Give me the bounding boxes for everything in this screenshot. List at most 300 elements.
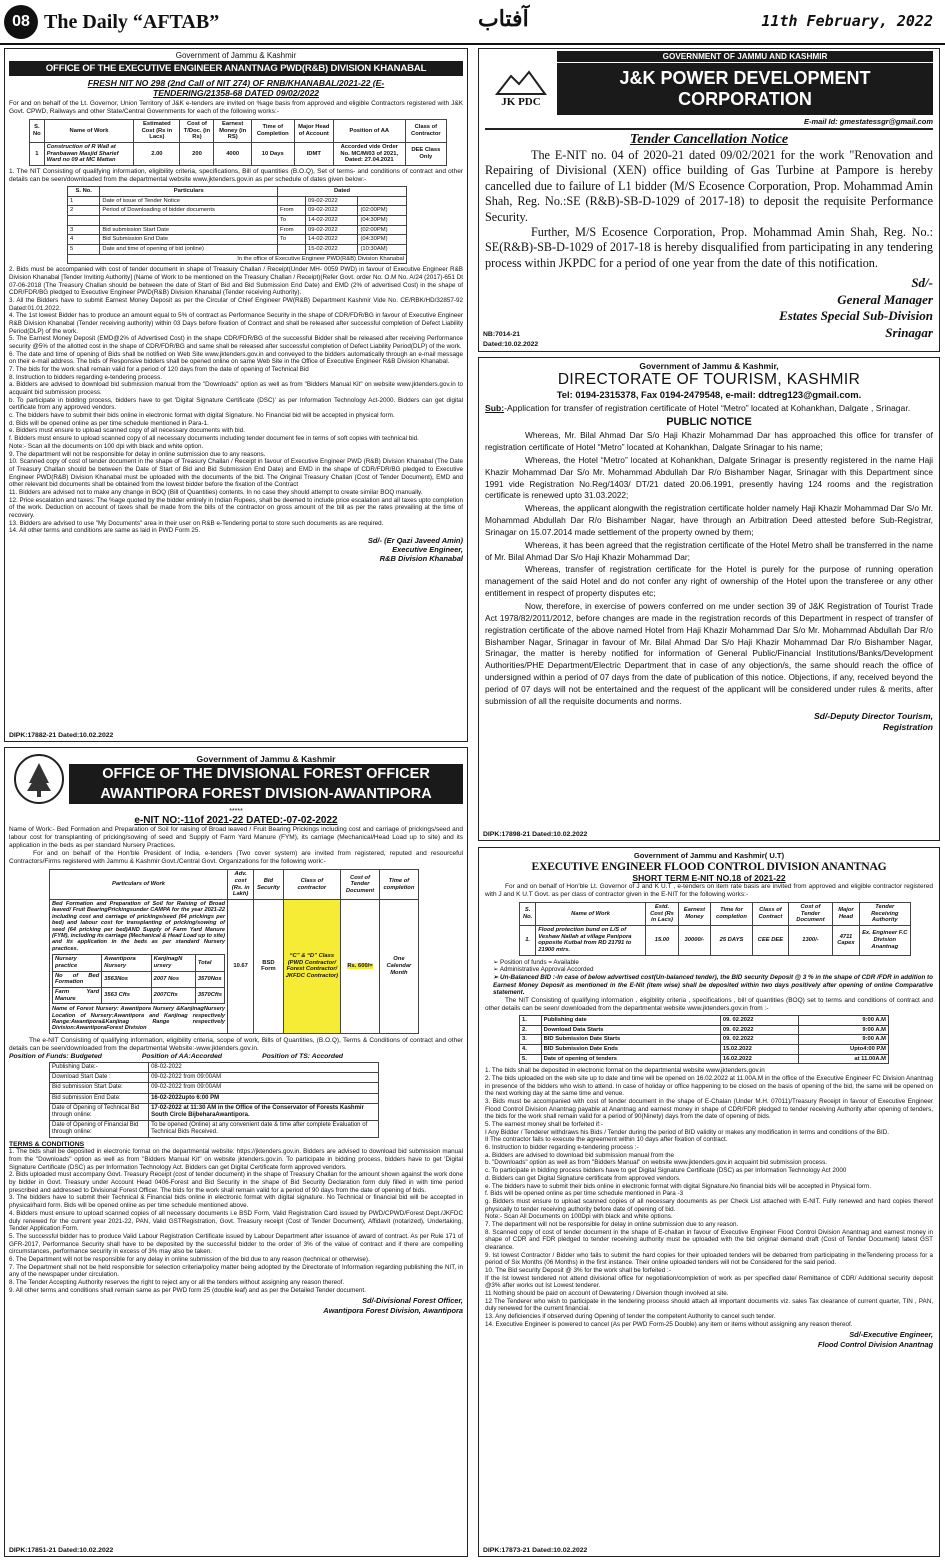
schedule-row (68, 235, 407, 245)
flood-intro: For and on behalf of Hon'ble Lt. Governor of J and K U.T , e-tenders on item rate basis are invited from approved and eligible contractor registered with J and K U.T Govt. as per class of contractor given in the E-NIT for the following works:- (485, 883, 933, 899)
flood-date-cell: 2. (520, 1025, 542, 1035)
tourism-paragraph: Whereas, it has been agreed that the registration certificate of the Hotel Metro shall be transferred in the name of Mr. Bilal Ahmad Dar S/o Haji Khazir Mohammad Dar; (485, 539, 933, 562)
flood-date-row (520, 1045, 889, 1055)
forest-term-item: 5. The successful bidder has to produce Valid Labour Registration Certificate issued by Labour Department after issuance of award of contract. As per Rule 171 of GFR-2017, Performance Security shall have to be deposited by the successful bidder to the order of 3% of the value of contract and if there are compelling circumstances, performance security in excess of 3% may also be taken. (9, 1232, 463, 1256)
forest-date-cell: 08-02-2022 (149, 1062, 379, 1072)
flood-date-cell: Publishing date (541, 1016, 720, 1026)
forest-term-item: 8. The Tender Accepting Authority reserves the right to reject any or all the tenders without assigning any reason thereof. (9, 1278, 345, 1286)
forest-work-name: Name of Work:- Bed Formation and Preparation of Soil for raising of Broad leaved / Fruit Bearing Prickings including cost and carriage of prickings/seed and labour cost for transplanting of pricking/sowing of seed and Supply of Farm Yard Manure (FYM), its carriage (Mechanical/Head Load up to site) and its application in the beds as per standard Nursery Practices. (9, 826, 463, 850)
pwd-works-cell: 2.00 (134, 143, 180, 166)
flood-sign-title: Sd/-Executive Engineer, (849, 1330, 933, 1340)
flood-table-header: Cost of Tender Document (788, 903, 833, 926)
schedule-cell: To (278, 216, 306, 226)
flood-table-header: Class of Contract (753, 903, 788, 926)
pwd-term-item: d. Bids will be opened online as per time schedule mentioned in Para-1. (9, 419, 209, 427)
schedule-row (68, 196, 407, 206)
flood-date-cell: 9:00 A.M (799, 1025, 889, 1035)
flood-table-cell: CEE DEE (753, 926, 788, 956)
tourism-sign-title: Sd/-Deputy Director Tourism, (813, 710, 933, 721)
flood-date-cell: 1. (520, 1016, 542, 1026)
flood-term-item: b. "Downloads" option as well as from "Bidders Manual" on website www.jktenders.gov.in acquaint bid submission process. (485, 1159, 828, 1167)
flood-table-header: Major Head (833, 903, 859, 926)
pwd-works-header: Name of Work (44, 120, 134, 143)
schedule-cell: Date of issue of Tender Notice (100, 196, 278, 206)
schedule-cell: Bid Submission End Date (100, 235, 278, 245)
flood-term-item: 1. The bids shall be deposited in electronic format on the departmental website www.jktenders.gov.in (485, 1067, 765, 1075)
flood-term-item: 9. Ist lowest Contractor / Bidder who fails to submit the hard copies for their uploaded tenders will be debarred from participating in theTendering process for a period of Six Months (06 Months) in the first instance. Their online uploaded tenders will not be Considered for the said period. (485, 1251, 933, 1267)
pwd-works-cell: 10 Days (251, 143, 294, 166)
flood-term-item: Note:- Scan All Documents on 100Dpi with black and white options. (485, 1213, 673, 1221)
flood-date-cell: 09. 02.2022 (720, 1035, 798, 1045)
flood-term-item: 7. The department will not be responsible for delay in online submission due to any reason. (485, 1220, 739, 1228)
forest-date-row (50, 1121, 379, 1138)
tourism-paragraph: Whereas, transfer of registration certificate for the Hotel is purely for the purpose of running operation management of the said Hotel and do not confer any right of ownership of the Hotel upon the transferee or any other entitlement in respect of property disputes etc; (485, 564, 933, 599)
pwd-office-title: OFFICE OF THE EXECUTIVE ENGINEER ANANTNAG PWD(R&B) DIVISION KHANABAL (9, 61, 463, 76)
flood-date-cell: BID Submission Date Ends (541, 1045, 720, 1055)
schedule-cell (358, 196, 407, 206)
forest-funds: Position of Funds: Budgeted (9, 1052, 102, 1060)
forest-name-2: AWANTIPORA FOREST DIVISION-AWANTIPORA (69, 784, 463, 804)
schedule-cell: (02:00PM) (358, 206, 407, 216)
nursery-header: Nursery practice (53, 955, 102, 971)
forest-class: “C” & “D” Class (PWD Contractor/ Forest Contractor/ JKFDC Contractor) (283, 899, 341, 1033)
forest-doc-cost (341, 899, 380, 1033)
tourism-sub-label: Sub: (485, 403, 505, 413)
pwd-term-item: 8. Instruction to bidders regarding e-tendering process. (9, 373, 162, 381)
forest-term-item: 2. Bids uploaded must accompany Govt. Treasury Receipt (cost of tender document) in the shape of Treasury Challan for the amount shown against the work done by bidder in Govt. Treasury under Account Head 0406-Forest and Bid Security in the shape of Bid Security Declaration form duly filled in with time period prescribed and addressed to Divisional Forest Officer. The bids for the work shall remain valid for a period of 90 days from the date of opening of bids. (9, 1171, 463, 1194)
forest-term-item: 9. All other terms and conditions shall remain same as per PWD form 25 (double leaf) and as per the Detailed Tender document. (9, 1286, 366, 1294)
pwd-term-item: a. Bidders are advised to download bid submission manual from the "Downloads" option as well as from "Bidders Manual Kit" on website www.jktenders.gov.in to acquaint bid submission process. (9, 381, 463, 397)
schedule-cell: (10:30AM) (358, 245, 407, 255)
flood-term-item: 11 Nothing should be paid on account of Dewatering / Diversion though involved at site. (485, 1289, 729, 1297)
schedule-row (68, 206, 407, 216)
flood-bullet-funds: ➢ Position of funds = Available (493, 958, 579, 966)
flood-table-cell: 1300/- (788, 926, 833, 956)
forest-term-item: 1. The bids shall be deposited in electronic format on the departmental website: https://jktenders.gov.in. Bidders are advised to download bid submission manual from the "Downloads" option as well as from "Bidders Manual Kit" on website jktenders.gov.in. To participate in bidding process, bidders have to get 'Digital Signature Certificate (DSC) as per Information Technology Act. Bidders can get Digital Certificate form approved vendors. (9, 1148, 463, 1171)
flood-table-cell: Flood protection bund on L/S of Veshaw Nallah at village Panipora opposite Kutbal from RD 21791 to 21900 mtrs. (536, 926, 646, 956)
flood-nit: SHORT TERM E-NIT NO.18 of 2021-22 (632, 873, 786, 883)
forest-ts: Position of TS: Accorded (262, 1052, 344, 1060)
tourism-signature (485, 711, 933, 733)
schedule-cell: 09-02-2022 (306, 225, 358, 235)
flood-term-item: 8. Scanned copy of cost of tender document in the shape of E-challan in favour of Executive Engineer Flood Control Division Anantnag and earnest money in shape of CDR and FDR pledged to tender receiving authority must be uploaded with the bid original demand draft (Cost of Tender Document) latest GST clearance. (485, 1228, 933, 1251)
schedule-cell: 3 (68, 225, 100, 235)
flood-date-cell: 3. (520, 1035, 542, 1045)
newspaper-logo: آفتاب (478, 6, 529, 32)
forest-table-header: Particulars of Work (50, 870, 228, 900)
flood-funds: Position of funds = Available (500, 958, 579, 966)
flood-term-item: f. Bids will be opened online as per time schedule mentioned in Para -3 (485, 1190, 684, 1198)
schedule-cell: 14-02-2022 (306, 216, 358, 226)
schedule-cell: (02:00PM) (358, 225, 407, 235)
schedule-cell: 09-02-2022 (306, 196, 358, 206)
pwd-works-cell: 200 (180, 143, 214, 166)
forest-sign-title: Sd/-Divisional Forest Officer, (362, 1296, 463, 1306)
forest-time: One Calendar Month (379, 899, 418, 1033)
pwd-schedule-table (67, 186, 407, 264)
pwd-works-header: Position of AA (333, 120, 405, 143)
pwd-works-cell: 1 (30, 143, 45, 166)
forest-logo (9, 750, 69, 808)
flood-term-item: 14. Executive Engineer is powered to cancel (As per PWD Form-25 Double) any item or items without assigning any reason thereof. (485, 1320, 853, 1328)
schedule-cell (278, 245, 306, 255)
schedule-row (68, 225, 407, 235)
jkpdc-para-2: Further, M/S Ecosence Corporation, Prop. Mohammad Amin Shah, Reg. No.: SE(R&B)-SB-D-1029 of 2017-18 is hereby disqualified from participating in any tendering process within JKPDC for a period of one year from the date of this notification. (485, 224, 933, 270)
pwd-works-header: Class of Contractor (405, 120, 446, 143)
pwd-signature (9, 536, 463, 563)
flood-date-cell: at 11.00A.M (799, 1054, 889, 1064)
flood-terms-list (485, 1067, 933, 1328)
flood-term-item: II The contractor fails to execute the agreement within 10 days after fixation of contract. (485, 1136, 728, 1144)
forest-term-item: 7. The Department shall not be held responsible for selection criteria/policy matter being adopted by the Directorate of Information regarding publishing the NIT, in any of the newspaper under circulation. (9, 1263, 463, 1279)
forest-date-cell: Publishing Date:- (50, 1062, 149, 1072)
pwd-works-header: Earnest Money (in RS) (214, 120, 251, 143)
tourism-sign-section: Registration (882, 721, 933, 732)
pwd-works-cell: Accorded vide Order No. MC/M/03 of 2021, Dated: 27.04.2021 (333, 143, 405, 166)
flood-term-item: d. Bidders can get Digital Signature certificate from approved vendors. (485, 1174, 681, 1182)
flood-control-notice (478, 847, 940, 1557)
pwd-para-1: 1. The NIT Consisting of qualifying information, eligibility criteria, specifications, Bill of quantities (B.O.Q), Set of terms- and conditions of contract and other details can be seen/downloaded from the departmental website www.jktenders.gov.in as per schedule of dates given below:- (9, 168, 463, 184)
flood-date-cell: Upto4:00 P.M (799, 1045, 889, 1055)
schedule-cell: From (278, 206, 306, 216)
pwd-works-cell: IDMT (294, 143, 333, 166)
flood-sign-office: Flood Control Division Anantnag (817, 1339, 933, 1349)
schedule-cell (278, 196, 306, 206)
forest-dates-table (49, 1062, 379, 1139)
nursery-header: Awantipora Nursery (102, 955, 151, 971)
forest-para-2: The e-NIT Consisting of qualifying information, eligibility criteria, scope of work, Bills of Quantities, (B.O.Q), Terms & Conditions of contract and other details can be seen/downloaded from the departmental Website:-www.jktenders.gov.in. (9, 1036, 463, 1052)
forest-intro: For and on behalf of the Hon'ble President of India, e-tenders (Two cover system) are invited from registered, reputed and resourceful Contractors/Firms registered with Jammu & Kashmir Govt./Central Govt. Organizations for the following work:- (9, 850, 463, 866)
schedule-row (68, 216, 407, 226)
forest-signature (9, 1296, 463, 1315)
flood-table-header: Name of Work (536, 903, 646, 926)
forest-table-header: Class of contractor (283, 870, 341, 900)
flood-table-header: S. No. (520, 903, 536, 926)
forest-dipk: DIPK:17851-21 Dated:10.02.2022 (9, 1547, 114, 1554)
jkpdc-sign-title: General Manager (837, 291, 933, 307)
pwd-term-item: 3. All the Bidders have to submit Earnest Money Deposit as per the Circular of Chief Engineer PW(R&B) Department Kashmir Vide No. CE/RBK/HD/32857-92 Dated:01.01.2022. (9, 297, 463, 312)
tourism-sub-text: -Application for transfer of registration certificate of Hotel “Metro” located at Kohankhan, Dalgate , Srinagar. (504, 403, 911, 413)
pwd-term-item: e. Bidders must ensure to upload scanned copy of all necessary documents with bid. (9, 427, 245, 435)
schedule-cell: Bid submission Start Date (100, 225, 278, 235)
pwd-works-cell: DEE Class Only (405, 143, 446, 166)
sched-h-part: Particulars (100, 187, 278, 197)
flood-table-cell: 30000/- (679, 926, 711, 956)
flood-signature (485, 1330, 933, 1349)
tourism-paragraph: Whereas, the applicant alongwith the registration certificate holder namely Haji Khazir Mohammad Dar S/o Mr. Mohammad Abdullah Dar R/o Bishamber Nagar, have through an Arbitration Deed attested before Sub-Registrar, Srinagar on 15.07.2014 made settlement of the property owned by them; (485, 503, 933, 537)
flood-unbalanced: Un-Balanced BID :-In case of below advertised cost(Un-balanced tender), the BID security Deposit @ 3 % in the shape of CDR /FDR in addition to Earnest Money Deposit as mentioned in the E-Nit (item wise) shall be deposited within two days positively after opening of online Comparative statement. (493, 974, 933, 997)
pwd-term-item: f. Bidders must ensure to upload scanned copy of all necessary documents including tender document fee in terms of soft copies with technical bid. (9, 435, 419, 443)
forest-table-header: Adv. cost (Rs. in Lakh) (228, 870, 254, 900)
flood-aa: Administrative Approval Accorded (499, 966, 594, 974)
pwd-term-item: 4. The 1st lowest Bidder has to produce an amount equal to 5% of contract as Performance Security in the shape of CDR/FDR/BG in favour of Executive Engineer R&B Division Khanabal (Tender receiving authority) within 03 Days before fixation of Contract and shall be released after successful completion of Defect Liability Period(DLP) of the work. (9, 312, 463, 335)
flood-term-item: 3. Bids must be accompanied with cost of tender document in the shape of E-Chalan (Under M.H. 07011)/Treasury Receipt in favour of Executive Engineer Flood Control Division Anantnag payable at Anantnag and earnest money in shape of CDR/FDR pledged to tender receiving Authority after opening of tenders, the bids for the work shall remain valid for a period of 90(Ninety) days from the date of opening of bids. (485, 1098, 933, 1121)
flood-date-cell: Date of opening of tenders (541, 1054, 720, 1064)
pwd-term-item: 11. Bidders are advised not to make any change in BOQ (Bill of Quantities) contents. In no case they should attempt to create similar BOQ manually. (9, 488, 423, 496)
flood-date-row (520, 1035, 889, 1045)
schedule-cell: From (278, 225, 306, 235)
flood-bullet-unbalanced: ➢ Un-Balanced BID :-In case of below advertised cost(Un-balanced tender), the BID security Deposit @ 3 % in the shape of CDR /FDR in addition to Earnest Money Deposit as mentioned in the E-Nit (item wise) shall be deposited within two days positively after opening of online Comparative statement. (493, 974, 933, 997)
flood-term-item: 13. Any deficiencies if observed during Opening of tender the competent Authority to cancel such tender. (485, 1312, 776, 1320)
forest-sign-office: Awantipora Forest Division, Awantipora (323, 1305, 463, 1315)
pwd-works-header: Cost of T/Doc. (in Rs) (180, 120, 214, 143)
sched-h-dated: Dated (278, 187, 407, 197)
flood-works-table (519, 902, 911, 956)
pwd-intro: For and on behalf of the Lt. Governor, Union Territory of J&K e-tenders are invited on %age basis from approved and eligible Contractors registered with J&K Govt. CPWD, Railways and other State/Central Governments for each of the following works:- (9, 100, 463, 116)
nursery-header: Total (195, 955, 224, 971)
pwd-works-cell: Construction of R Wall at Pranbawan Masjid Sharief Ward no 09 at MC Mattan (44, 143, 134, 166)
nursery-row (53, 987, 225, 1003)
forest-terms-list (9, 1148, 463, 1294)
jkpdc-dated: Dated:10.02.2022 (483, 341, 539, 348)
schedule-cell: (04:30PM) (358, 235, 407, 245)
page-number: 08 (4, 5, 38, 39)
tourism-contact: Tel: 0194-2315378, Fax 0194-2479548, e-mail: ddtreg123@gmail.com. (556, 389, 862, 400)
nursery-cell: 3570Cfts (195, 987, 224, 1003)
schedule-cell: To (278, 235, 306, 245)
flood-term-item: 12 The Tenderer who wish to participate in the tendering process should attach all important documents viz. sales Tax clearance of current quarter, TIN , PAN, duly renewed for the current financial. (485, 1297, 933, 1313)
flood-govt: Government of Jammu and Kashmir( U.T) (633, 851, 785, 860)
nursery-cell: 2007 Nos (151, 971, 195, 987)
masthead-divider (0, 43, 945, 45)
forest-nursery-desc: Name of Forest Nursery: Awantipora Nursery &KanjinagNursery Location of Nursery:Awantipora and Kanjinag respectively Range:Awantipora&Kanjinag Range respectively Division:AwantiporaForest Division (52, 1006, 225, 1032)
pwd-term-item: 7. The bids for the work shall remain valid for a period of 120 days from the date of opening of Technical Bid (9, 366, 309, 374)
flood-dates-table (519, 1015, 889, 1064)
pwd-term-item: 14. All other terms and conditions are same as laid in PWD Form 25. (9, 527, 201, 535)
schedule-cell: 15-02-2022 (306, 245, 358, 255)
pwd-tender-notice (4, 48, 468, 742)
schedule-cell: 5 (68, 245, 100, 255)
jkpdc-signature (485, 275, 933, 342)
schedule-cell: 2 (68, 206, 100, 216)
flood-table-header: Estd. Cost (Rs in Lacs) (645, 903, 678, 926)
forest-date-row (50, 1073, 379, 1083)
tourism-subject (485, 403, 933, 414)
schedule-cell: (04:30PM) (358, 216, 407, 226)
forest-name-1: OFFICE OF THE DIVISIONAL FOREST OFFICER (69, 764, 463, 784)
forest-term-item: 3. The bidders have to submit their Technical & Financial bids online in electronic format with digital signature. No Technical or financial bid will be accepted in physical/hard form. Bids will be opened online as per time schedule mentioned above. (9, 1194, 463, 1210)
tourism-paragraphs (485, 430, 933, 707)
forest-date-cell: Download Start Date : (50, 1073, 149, 1083)
forest-term-item: 6. The Department will not be responsible for any delay in online submission of the bid due to any reason (technical or otherwise). (9, 1255, 370, 1263)
nursery-header: KanjinagN ursery (151, 955, 195, 971)
jkpdc-sign-place: Srinagar (885, 324, 933, 340)
schedule-cell: 09-02-2022 (306, 206, 358, 216)
forest-date-cell: To be opened (Online) at any convenient date & time after complete Evaluation of Technical Bids Received. (149, 1121, 379, 1138)
flood-date-cell: 15.02.2022 (720, 1045, 798, 1055)
tourism-paragraph: Whereas, Mr. Bilal Ahmad Dar S/o Haji Khazir Mohammad Dar has approached this office for transfer of registration certificate of Hotel “Metro” located at Kohankhan, Dalgate Srinagar to his name; (485, 430, 933, 453)
forest-term-item: 4. Bidders must ensure to upload scanned copies of all necessary documents i.e BSD Form, Valid Registration Card issued by PWD/CPWD/Forest Dept./JKFDC duly renewed for the current year 2021-22, PAN, Valid GSTRegistration, Govt. Treasury receipt (Cost of Tender Document), Affidavit (notarized), Undertaking, Tender Application Form. (9, 1209, 463, 1233)
newspaper-title: The Daily “AFTAB” (44, 10, 220, 33)
schedule-cell: Date and time of opening of bid (online) (100, 245, 278, 255)
schedule-cell: 14-02-2022 (306, 235, 358, 245)
jkpdc-logo-text: JK PDC (501, 95, 541, 108)
forest-stars: ***** (229, 808, 243, 815)
pwd-govt: Government of Jammu & Kashmir (175, 51, 297, 60)
pwd-works-header: Estimated Cost (Rs in Lacs) (134, 120, 180, 143)
pwd-term-item: 12. Price escalation and taxes: The %age quoted by the bidder entirely in Indian Rupees, shall be deemed to include price escalation and all taxes upto completion of the work. Deduction on account of taxes shall be made from the bills of the contractor on gross amount of the bill as per the rates prevailing at the time of recovery. (9, 496, 463, 519)
tourism-paragraph: Whereas, the Hotel “Metro” located at Kohankhan, Dalgate Srinagar is presently registered in the name Haji Khazir Mohammad Dar S/o Mr. Mohammad Abdullah Dar R/o Bishamber Nagar, Srinagar with this Department since 1991 vide Registration No.Reg/1403/ DT/21 dated 20.06.1991, presently having 124 rooms and the registration certificate is renewed upto 31.03.2022; (485, 454, 933, 501)
tourism-notice (478, 357, 940, 841)
flood-date-cell: BID Submission Date Starts (541, 1035, 720, 1045)
jkpdc-para-1: The E-NIT no. 04 of 2020-21 dated 09/02/2021 for the work "Renovation and Repairing of Divisional (XEN) office building of Gas Turbine at Pampore is hereby cancelled due to failure of L1 bidder (M/S Ecosence Corporation, Prop. Mohammad Amin Shah, Reg. No.:SE (R&B)-SB-D-1029 of 2017-18) to deposit the requisite Performance Security. (485, 148, 933, 224)
flood-term-item: If the Ist lowest tendered not attend divisional office for negotiation/completion of work as per specified date/ Remittance of CDR/ Additional security deposit @3% after works out Ist Lowest tenderer. (485, 1274, 933, 1290)
jkpdc-sign-division: Estates Special Sub-Division (779, 308, 933, 324)
pwd-term-item: 2. Bids must be accompanied with cost of tender document in shape of Treasury Challan / Receipt(Under MH- 0059 PWD) in favour of Executive Engineer R&B Division Khanabal [Tender Inviting Authority] (Name of Work to be mentioned on the Treasury Challan / Receipt)(Refer Govt. order No. O.M No. A/24 (2017)-651 Dt 07-06-2018 (The Treasury Challan should be between the date of Start of Bid and Bid Submission End Date) and EMD (2% of advertised Cost) in the shape of CDR/FDR/BG pledged to Executive Engineer PWD(R&B) Division Khanabal (Tender receiving Authority). (9, 266, 463, 297)
flood-date-cell: 16.02.2022 (720, 1054, 798, 1064)
pwd-term-item: 9. The department will not be responsible for delay in online submission due to any reasons. (9, 450, 266, 458)
schedule-row (68, 245, 407, 255)
forest-date-row (50, 1083, 379, 1093)
flood-term-item: 2. The bids uploaded on the web site up to date and time will be opened on 16.02.2022 at 11.00A.M in the office of the Executive Engineer FC Division Anantnag in presence of the bidders who wish to attend. In case of holiday or office happening to be closed on the basis of opening of the bid, the same will be opened on the next working day at the same time and venue. (485, 1075, 933, 1098)
flood-date-cell: 09. 02.2022 (720, 1016, 798, 1026)
forest-table-header: Cost of Tender Document (341, 870, 380, 900)
flood-table-cell: 1. (520, 926, 536, 956)
tourism-name: DIRECTORATE OF TOURISM, KASHMIR (557, 371, 861, 388)
flood-table-cell: 4711 Capex (833, 926, 859, 956)
pwd-dipk: DIPK:17882-21 Dated:10.02.2022 (9, 732, 114, 739)
jkpdc-title: Tender Cancellation Notice (629, 132, 789, 147)
forest-table-header: Time of completion (379, 870, 418, 900)
pwd-nit-number-2: TENDERING/21358-68 DATED 09/02/2022 (152, 88, 320, 98)
pwd-term-item: 6. The date and time of opening of Bids shall be notified on Web Site www.jktenders.gov.in and conveyed to the bidders automatically through an e-mail message on their e-mail address. The bids of Responsive bidders shall be opened online on same Web Site in the Office of Executive Engineer R&B Division Khanabal. (9, 350, 463, 366)
pwd-sign-office: R&B Division Khanabal (379, 553, 463, 563)
pwd-term-item: 5. The Earnest Money Deposit (EMD@2% of Advertised Cost) in the shape CDR/FDR/BG of the successful Bidder shall be released after receiving Performance security @5% of the allotted cost in the shape of CDR/FDR/BG and same shall be released after successful completion of Defect Liability Period(DLP) of the work. (9, 335, 463, 351)
pwd-sign-title: Executive Engineer, (392, 544, 463, 554)
nursery-cell: Farm Yard Manure (53, 987, 102, 1003)
forest-date-row (50, 1062, 379, 1072)
flood-table-header: Time for completion (710, 903, 753, 926)
nursery-cell: No of Bed Formation (53, 971, 102, 987)
pwd-works-header: Major Head of Account (294, 120, 333, 143)
flood-term-item: I Any Bidder / Tenderer withdraws his Bids / Tender during the period of BID validity or makes any modification in terms and conditions of the BID. (485, 1128, 890, 1136)
pwd-terms-list (9, 266, 463, 535)
forest-date-cell: 17-02-2022 at 11:30 AM in the Office of the Conservator of Forests Kashmir South Circle BijbeharaAwantipora. (149, 1103, 379, 1120)
pwd-term-item: 13. Bidders are advised to use "My Documents" area in their user on R&B e-Tendering portal to store such documents as are required. (9, 519, 384, 527)
jkpdc-govt: GOVERNMENT OF JAMMU AND KASHMIR (557, 51, 933, 62)
flood-date-row (520, 1025, 889, 1035)
pwd-sign-name: Sd/- (Er Qazi Javeed Amin) (367, 535, 463, 545)
masthead (0, 0, 945, 44)
schedule-cell (68, 216, 100, 226)
schedule-cell: 1 (68, 196, 100, 206)
tourism-title: PUBLIC NOTICE (666, 416, 752, 429)
flood-table-header: Earnest Money (679, 903, 711, 926)
flood-term-item: 6. Instruction to bidder regarding e-tendering process :- (485, 1144, 639, 1152)
nursery-cell: 3570Nos (195, 971, 224, 987)
jkpdc-name: J&K POWER DEVELOPMENT CORPORATION (557, 63, 933, 115)
flood-term-item: 10. The Bid security Deposit @ 3% for the work shall be forfeited :- (485, 1266, 671, 1274)
flood-table-cell: 25 DAYS (710, 926, 753, 956)
forest-date-cell: 09-02-2022 from 09:00AM (149, 1073, 379, 1083)
schedule-cell (100, 216, 278, 226)
schedule-cell: 4 (68, 235, 100, 245)
sched-h-sno: S. No. (68, 187, 100, 197)
forest-date-row (50, 1103, 379, 1120)
schedule-cell: Period of Downloading of bidder documents (100, 206, 278, 216)
forest-date-cell: Bid submission Start Date: (50, 1083, 149, 1093)
forest-date-cell: 16-02-2022upto 6:00 PM (149, 1093, 379, 1103)
tourism-dipk: DIPK:17898-21 Dated:10.02.2022 (483, 831, 588, 838)
forest-govt: Government of Jammu & Kashmir (196, 754, 336, 764)
flood-table-cell: 15.00 (645, 926, 678, 956)
pwd-nit-number: FRESH NIT NO 298 (2nd Call of NIT 274) OF RNB/KHANABAL/2021-22 (E- (87, 78, 385, 88)
forest-notice (4, 747, 468, 1557)
flood-dipk: DIPK:17873-21 Dated:10.02.2022 (483, 1547, 588, 1554)
pwd-works-cell: 4000 (214, 143, 251, 166)
pwd-works-table (29, 119, 447, 166)
forest-doc-cost-value: Rs. 600/= (347, 963, 373, 970)
forest-tc-title: TERMS & CONDITIONS (9, 1141, 85, 1149)
flood-table-cell: Ex. Engineer F.C Division Anantnag (859, 926, 910, 956)
nursery-cell: 3563 Cfts (102, 987, 151, 1003)
pwd-term-item: c. The bidders have to submit their bids online in electronic format with digital Signature. No Financial bid will be accepted in physical form. (9, 412, 395, 420)
jkpdc-notice (478, 48, 940, 352)
nursery-row (53, 971, 225, 987)
pwd-term-item: 10. Scanned copy of cost of tender document in the shape of Treasury Challan / Receipt in favour of Executive Engineer PWD (R&B) Division Khanabal (The Date of Treasury Challan should be between the Date of Start of Bid and Bid Submission End Date) and EMD in the shape of CDR/FDR/BG pledged to Executive Engineer PWD(R&B) Division Khanabal must be uploaded with the documents of the bid. The Original Treasury Challan (Cost of Tender Document), EMD and other relevant bid documents shall be obtained from the lowest bidder before the fixation of the Contract (9, 458, 463, 489)
flood-date-cell: 4. (520, 1045, 542, 1055)
forest-table-header: Bid Security (254, 870, 283, 900)
forest-date-cell: 09-02-2022 from 09:00AM (149, 1083, 379, 1093)
forest-nursery-table (52, 954, 225, 1004)
flood-term-item: 5. The earnest money shall be forfeited if:- (485, 1121, 603, 1129)
forest-cost: 10.67 (228, 899, 254, 1033)
forest-aa: Position of AA:Accorded (141, 1052, 223, 1060)
jkpdc-sd: Sd/- (911, 275, 933, 290)
flood-date-cell: 9:00 A.M (799, 1016, 889, 1026)
flood-name: EXECUTIVE ENGINEER FLOOD CONTROL DIVISION ANANTNAG (531, 860, 887, 873)
forest-date-cell: Bid submission End Date: (50, 1093, 149, 1103)
jkpdc-logo (485, 60, 557, 118)
tourism-paragraph: Now, therefore, in exercise of powers conferred on me under section 39 of J&K Registration of Tourist Trade Act 1978/82/2011/2012, before changes are made in the registration records of this Department in respect of transfer of registration certificate of the above named Hotel from Haji Khazir Mohammad Dar S/o Mr. Mohammad Abdullah Dar R/o Bishamber Nagar, Srinagar in favour of Mr. Bilal Ahmad Dar S/o Haji Khazir Mohammad Dar R/o Bishamber Nagar, Srinagar, the matter is hereby notified for information of General Public/Financial Institutions/Banks/Development Authorities/PHE Department/Electric Department that in case of any objection/s, the same should reach the office of undersigned within a period of 07 days from the date of publication of this notice. Objections, if any, received beyond the period of 07 days will not be entertained and the request of the applicant will be considered under rules & merits, after submission of all the requisite documents and norms. (485, 600, 933, 706)
forest-positions (9, 1053, 463, 1060)
flood-table-header: Tender Receiving Authority (859, 903, 910, 926)
forest-work-cell (50, 899, 228, 1033)
forest-work-desc: Bed Formation and Preparation of Soil for Raising of Broad leaved/ Fruit BearingPrickingsunder CAMPA for the year 2021-22 including cost and carriage of prickings/seed (64 prickings per bed) and labour cost for transplanting of pricking/sowing of seed (64 pricking per bed)AND Supply of Farm Yard Manure (FYM), including its carriage (Mechanical & Head Load up to site) and its application in the beds as per standard Nursery practices. (52, 900, 225, 952)
forest-date-cell: Date of Opening of Financial Bid through online: (50, 1121, 149, 1138)
nursery-cell: 2007Cfts (151, 987, 195, 1003)
flood-term-item: e. The bidders have to submit their bids online in electronic format with digital Signature.No financial bids will be accepted in Physical form. (485, 1182, 871, 1190)
tourism-govt: Government of Jammu & Kashmir, (639, 361, 779, 371)
forest-nit: e-NIT NO:-11of 2021-22 DATED:-07-02-2022 (134, 815, 338, 826)
forest-emblem-icon (13, 753, 65, 805)
jkpdc-nb: NB:7014-21 (483, 331, 521, 338)
flood-date-cell: Download Data Starts (541, 1025, 720, 1035)
pwd-term-item: b. To participate in bidding process, bidders have to get 'Digital Signature Certificate (DSC)' as per Information Technology Act-2000. Bidders can get digital certificate from any approved vendors. (9, 396, 463, 412)
flood-term-item: a. Bidders are advised to download bid submission manual from the (485, 1151, 675, 1159)
forest-date-cell: Date of Opening of Technical Bid through online: (50, 1103, 149, 1120)
flood-para-1: The NIT Consisting of qualifying information , eligibility criteria , specifications , bill of quantities (BOQ) set to terms and conditions of contract and other details can be seen/ downloaded from the departmental website www.jktenders.gov.in from :- (485, 997, 933, 1013)
pwd-works-header: Time of Completion (251, 120, 294, 143)
issue-date: 11th February, 2022 (761, 12, 933, 30)
flood-date-cell: 5. (520, 1054, 542, 1064)
mountain-icon (495, 70, 547, 96)
sched-note: In the office of Executive Engineer PWD(R&B) Division Khanabal (68, 254, 407, 264)
forest-work-table (49, 869, 419, 1034)
flood-term-item: c. To participate in bidding process bidders have to get Digital Signature Certificate (DSC) as per Information Technology Act 2000 (485, 1167, 847, 1175)
flood-bullets (485, 959, 933, 997)
flood-bullet-aa: ➢ Administrative Approval Accorded (493, 966, 594, 974)
flood-date-row (520, 1016, 889, 1026)
forest-security: BSD Form (254, 899, 283, 1033)
flood-date-cell: 09. 02.2022 (720, 1025, 798, 1035)
flood-date-cell: 9:00 A.M (799, 1035, 889, 1045)
pwd-works-header: S. No (30, 120, 45, 143)
flood-term-item: g. Bidders must ensure to upload scanned copies of all necessary documents as per Check List attached with E-NIT. Fully renewed and hard copies thereof physically to tender receiving authority before date of opening of bid. (485, 1197, 933, 1213)
pwd-term-item: Note:- Scan all the documents on 100 dpi with black and white option. (9, 442, 204, 450)
jkpdc-email: E-mail Id: gmestatessgr@gmail.com (803, 117, 933, 126)
flood-date-row (520, 1054, 889, 1064)
